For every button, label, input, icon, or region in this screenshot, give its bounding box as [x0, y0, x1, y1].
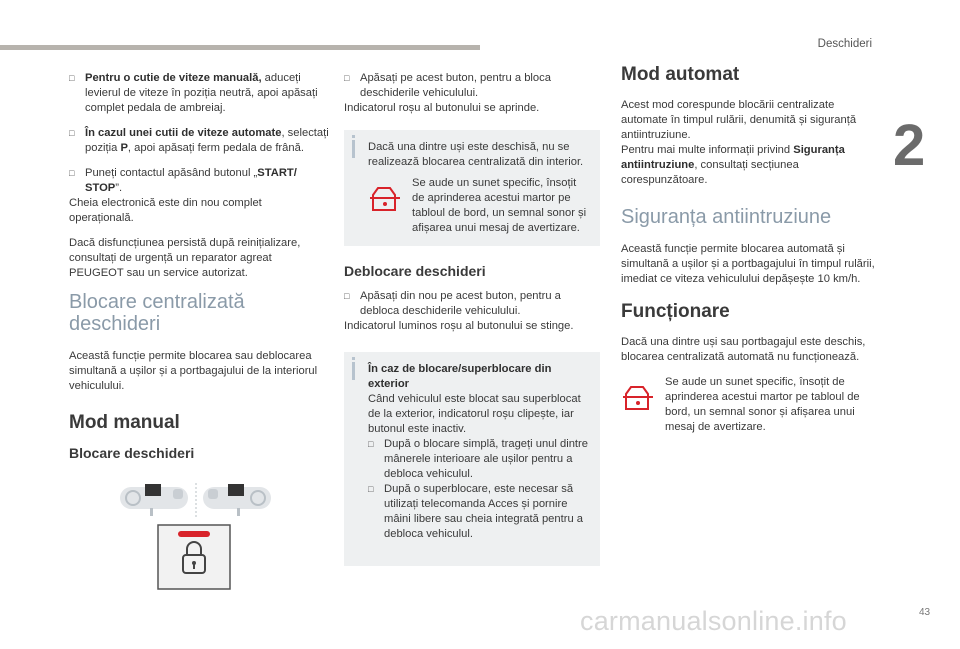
text: După o superblocare, este necesar să utilizați telecomanda Acces și pornire mâini libere sau cheia integrată pentru a debloca vehiculul. — [384, 483, 584, 540]
text: ”. — [115, 182, 123, 194]
text: , consultați secțiunea corespunzătoare. — [621, 159, 799, 186]
bullet-icon: □ — [69, 73, 75, 83]
bullet-icon: □ — [344, 73, 350, 83]
bullet-icon: □ — [344, 291, 350, 301]
column-1 — [69, 71, 329, 471]
alarm-note — [621, 375, 881, 435]
bullet-simple-lock — [368, 437, 590, 482]
info-icon — [352, 362, 355, 380]
bullet-icon: □ — [69, 128, 75, 138]
paragraph: Indicatorul luminos roșu al butonului se stinge. — [344, 320, 574, 332]
paragraph: Dacă una dintre uși sau portbagajul este deschis, blocarea centralizată automată nu funcționează. — [621, 336, 866, 363]
dashboard-left-icon — [120, 484, 188, 516]
text: Acest mod corespunde blocării centralizate automate în timpul rulării, denumită și siguranță antiintruziune. — [621, 99, 857, 141]
alarm-text: Se aude un sunet specific, însoțit de aprinderea acestui martor pe tabloul de bord, un semnal sonor și afișarea unui mesaj de avertizare. — [665, 376, 860, 433]
text: , apoi apăsați ferm pedala de frână. — [127, 142, 304, 154]
bullet-auto-gearbox — [69, 126, 329, 156]
dashboard-right-icon — [203, 484, 271, 516]
text: Pentru mai multe informații privind — [621, 144, 794, 156]
bullet-icon: □ — [368, 439, 374, 449]
text: Apăsați pe acest buton, pentru a bloca deschiderile vehiculului. — [360, 72, 551, 99]
bullet-icon: □ — [69, 168, 75, 178]
section-title: Deschideri — [817, 38, 872, 50]
paragraph: Cheia electronică este din nou complet operațională. — [69, 197, 262, 224]
heading-auto-mode: Mod automat — [621, 64, 740, 85]
paragraph — [621, 98, 881, 188]
chapter-number: 2 — [893, 113, 926, 178]
bullet-icon: □ — [368, 484, 374, 494]
paragraph: Această funcție permite blocarea automată și simultană a ușilor și a portbagajului în timpul rulării, imediat ce viteza vehiculului depășește 10 km/h. — [621, 243, 875, 285]
bullet-manual-gearbox — [69, 71, 329, 116]
heading-unlocking: Deblocare deschideri — [344, 263, 486, 279]
bullet-press-unlock — [344, 289, 600, 319]
text: Puneți contactul apăsând butonul „ — [85, 167, 258, 179]
info-text: Când vehiculul este blocat sau superblocat de la exterior, indicatorul roșu clipește, iar butonul este inactiv. — [368, 393, 581, 435]
bullet-superlock — [368, 482, 590, 542]
heading-operation: Funcționare — [621, 301, 730, 322]
bullet-press-lock — [344, 71, 600, 101]
info-box-exterior-locking — [344, 352, 600, 566]
door-lock-button-illustration — [115, 481, 275, 591]
bold-text: Siguranța antiintruziune — [621, 144, 845, 171]
column-3 — [621, 64, 881, 435]
bullet-ignition — [69, 166, 329, 196]
info-box-door-open — [344, 130, 600, 246]
paragraph: Dacă disfuncțiunea persistă după reinițializare, consultați de urgență un reparator agreat PEUGEOT sau un service autorizat. — [69, 237, 301, 279]
bold-text: START/ STOP — [85, 167, 297, 194]
page-number: 43 — [919, 607, 931, 618]
watermark: carmanualsonline.info — [580, 606, 847, 636]
heading-anti-intrusion: Siguranța antiintruziune — [621, 206, 832, 228]
bold-text: Pentru o cutie de viteze manuală, — [85, 72, 262, 84]
door-open-warning-icon — [621, 375, 665, 435]
text: Apăsați din nou pe acest buton, pentru a debloca deschiderile vehiculului. — [360, 290, 561, 317]
heading-manual-mode: Mod manual — [69, 412, 180, 433]
info-title: În caz de blocare/superblocare din exterior — [368, 363, 552, 390]
text: După o blocare simplă, trageți unul dintre mânerele interioare ale ușilor pentru a debloca vehiculul. — [384, 438, 588, 480]
door-open-warning-icon — [368, 176, 412, 236]
bold-text: P — [120, 142, 128, 154]
alarm-note — [368, 176, 590, 236]
heading-central-locking: Blocare centralizată deschideri — [69, 291, 245, 335]
column-2 — [344, 71, 600, 580]
text: aduceți levierul de viteze în poziția neutră, apoi apăsați complet pedala de ambreiaj. — [85, 72, 318, 114]
paragraph: Această funcție permite blocarea sau deblocarea simultană a ușilor și a portbagajului de la interiorul vehiculului. — [69, 350, 318, 392]
info-icon — [352, 140, 355, 158]
bold-text: În cazul unei cutii de viteze automate — [85, 127, 282, 139]
lock-button — [158, 525, 230, 589]
text: , selectați poziția — [85, 127, 329, 154]
heading-locking: Blocare deschideri — [69, 445, 195, 461]
header-bar — [0, 45, 480, 50]
info-text: Dacă una dintre uși este deschisă, nu se realizează blocarea centralizată din interior. — [368, 141, 584, 168]
alarm-text: Se aude un sunet specific, însoțit de aprinderea acestui martor pe tabloul de bord, un semnal sonor și afișarea unui mesaj de avertizare. — [412, 177, 587, 234]
paragraph: Indicatorul roșu al butonului se aprinde. — [344, 102, 540, 114]
